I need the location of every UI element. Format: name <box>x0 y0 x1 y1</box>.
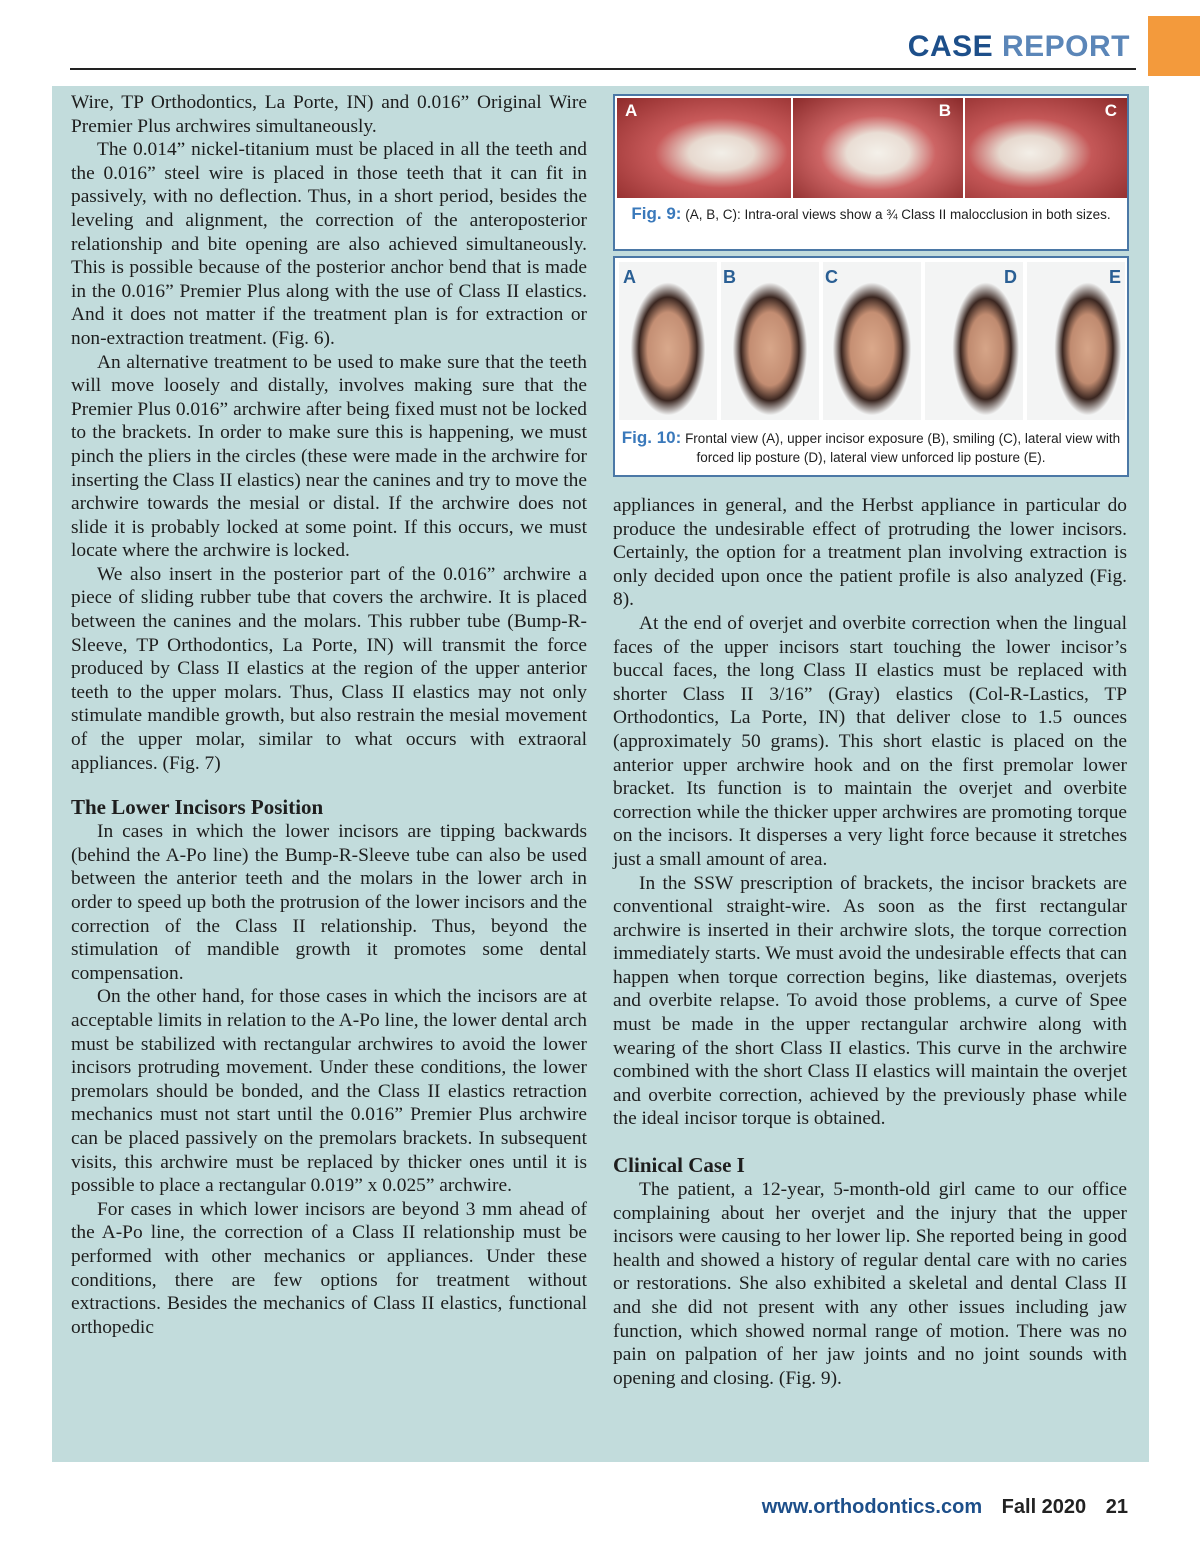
figure-9-text: (A, B, C): Intra-oral views show a ¾ Class II malocclusion in both sizes. <box>685 207 1111 222</box>
paragraph: In cases in which the lower incisors are tipping backwards (behind the A-Po line) the Bump-R-Sleeve tube can also be used between the anterior teeth and the molars in the lower arch in order to speed up both the protrusion of the lower incisors and the correction of the Class II relationship. Thus, beyond the stimulation of mandible growth it promotes some dental compensation. <box>71 821 587 984</box>
page-number: 21 <box>1105 1496 1128 1518</box>
photo-label: C <box>825 267 838 287</box>
paragraph: appliances in general, and the Herbst appliance in particular do produce the undesirable effect of protruding the lower incisors. Certainly, the option for a treatment plan involving extraction is only decided upon once the patient profile is also analyzed (Fig. 8). <box>613 495 1127 611</box>
left-column <box>71 91 587 1339</box>
photo-label: D <box>1004 267 1017 287</box>
section-heading: Clinical Case I <box>613 1153 745 1178</box>
portrait-photo-b <box>721 262 819 420</box>
orange-tab <box>1148 16 1200 76</box>
intraoral-photo-c <box>965 98 1127 198</box>
portrait-photo-a <box>619 262 717 420</box>
photo-label: E <box>1108 267 1121 287</box>
photo-label: A <box>625 101 638 120</box>
figure-9-label: Fig. 9: <box>631 204 682 223</box>
figure-10 <box>613 256 1129 477</box>
paragraph: For cases in which lower incisors are beyond 3 mm ahead of the A-Po line, the correction of a Class II relationship must be performed with other mechanics or appliances. Under these conditions, there are few options for treatment without extractions. Besides the mechanics of Class II elastics, functional orthopedic <box>71 1198 587 1338</box>
photo-label: C <box>1104 101 1117 120</box>
paragraph: We also insert in the posterior part of the 0.016” archwire a piece of sliding rubber tube that covers the archwire. It is placed between the canines and the molars. This rubber tube (Bump-R-Sleeve, TP Orthodontics, La Porte, IN) will transmit the force produced by Class II elastics at the region of the upper anterior teeth to the upper molars. Thus, Class II elastics may not only stimulate mandible growth, but also restrain the mesial movement of the upper molar, similar to what occurs with extraoral appliances. (Fig. 7) <box>71 563 587 774</box>
intraoral-photo-b <box>793 98 963 198</box>
figure-10-text: Frontal view (A), upper incisor exposure (B), smiling (C), lateral view with forced lip posture (D), lateral view unforced lip posture (E). <box>685 431 1121 465</box>
figure-9 <box>613 94 1129 251</box>
paragraph: An alternative treatment to be used to make sure that the teeth will move loosely and distally, involves making sure that the Premier Plus 0.016” archwire after being fixed must not be locked to the brackets. In order to make sure this is happening, we must pinch the pliers in the circles (these were made in the archwire for inserting the Class II elastics) near the canines and try to move the archwire towards the mesial or distal. If the archwire does not slide it is probably locked at some point. If this occurs, we must locate where the archwire is locked. <box>71 351 587 562</box>
photo-label: B <box>938 101 951 120</box>
section-header <box>908 30 1130 64</box>
portrait-photo-c <box>823 262 921 420</box>
footer-url[interactable]: www.orthodontics.com <box>761 1496 983 1518</box>
paragraph: Wire, TP Orthodontics, La Porte, IN) and 0.016” Original Wire Premier Plus archwires simultaneously. <box>71 92 587 137</box>
paragraph: The patient, a 12-year, 5-month-old girl came to our office complaining about her overjet and the injury that the upper incisors were causing to her lower lip. She reported being in good health and showed a history of regular dental care with no caries or restorations. She also exhibited a skeletal and dental Class II and she did not present with any other issues including jaw function, which showed normal range of motion. There was no pain on palpation of her jaw joints and no joint sounds with opening and closing. (Fig. 9). <box>613 1179 1127 1389</box>
right-column <box>613 494 1127 1390</box>
figure-9-caption <box>621 204 1121 224</box>
portrait-photo-d <box>925 262 1023 420</box>
header-word-case: CASE <box>907 30 994 63</box>
figure-10-label: Fig. 10: <box>621 428 682 447</box>
portrait-photo-e <box>1027 262 1125 420</box>
photo-label: A <box>623 267 636 287</box>
page-footer <box>762 1496 1128 1519</box>
intraoral-photo-a <box>617 98 791 198</box>
paragraph: At the end of overjet and overbite correction when the lingual faces of the upper incisors start touching the lower incisor’s buccal faces, the long Class II elastics must be replaced with shorter Class II 3/16” (Gray) elastics (Col-R-Lastics, TP Orthodontics, La Porte, IN) that deliver close to 1.5 ounces (approximately 50 grams). This short elastic is placed on the anterior upper archwire hook and on the first premolar lower bracket. Its function is to maintain the overjet and overbite correction while the thicker upper archwires are promoting torque on the incisors. It disperses a very light force because it stretches just a small amount of area. <box>613 612 1127 870</box>
header-rule <box>70 68 1136 70</box>
header-word-report: REPORT <box>1001 30 1130 63</box>
figure-10-caption <box>621 428 1121 467</box>
paragraph: On the other hand, for those cases in which the incisors are at acceptable limits in relation to the A-Po line, the lower dental arch must be stabilized with rectangular archwires to avoid the lower incisors protruding movement. Under these conditions, the lower premolars should be bonded, and the Class II elastics retraction mechanics must not start until the 0.016” Premier Plus archwire can be placed passively on the premolars brackets. In subsequent visits, this archwire must be replaced by thicker ones until it is possible to place a rectangular 0.019” x 0.025” archwire. <box>71 986 587 1197</box>
photo-label: B <box>723 267 736 287</box>
section-heading: The Lower Incisors Position <box>71 795 324 820</box>
paragraph: The 0.014” nickel-titanium must be placed in all the teeth and the 0.016” steel wire is placed in those teeth that it can fit in passively, with no deflection. Thus, in a short period, besides the leveling and alignment, the correction of the anteroposterior relationship and bite opening are also achieved simultaneously. This is possible because of the posterior anchor bend that is made in the 0.016” Premier Plus along with the use of Class II elastics. And it does not matter if the treatment plan is for extraction or non-extraction treatment. (Fig. 6). <box>71 139 587 349</box>
paragraph: In the SSW prescription of brackets, the incisor brackets are conventional straight-wire. As soon as the first rectangular archwire is inserted in their archwire slots, the torque correction immediately starts. We must avoid the undesirable effects that can happen when torque correction begins, like diastemas, overjets and overbite relapse. To avoid those problems, a curve of Spee must be made in the upper rectangular archwire along with wearing of the short Class II elastics. This curve in the archwire combined with the short Class II elastics will maintain the overjet and overbite correction, achieved by the previously phase while the ideal incisor torque is obtained. <box>613 872 1127 1130</box>
footer-issue: Fall 2020 <box>1001 1496 1087 1518</box>
